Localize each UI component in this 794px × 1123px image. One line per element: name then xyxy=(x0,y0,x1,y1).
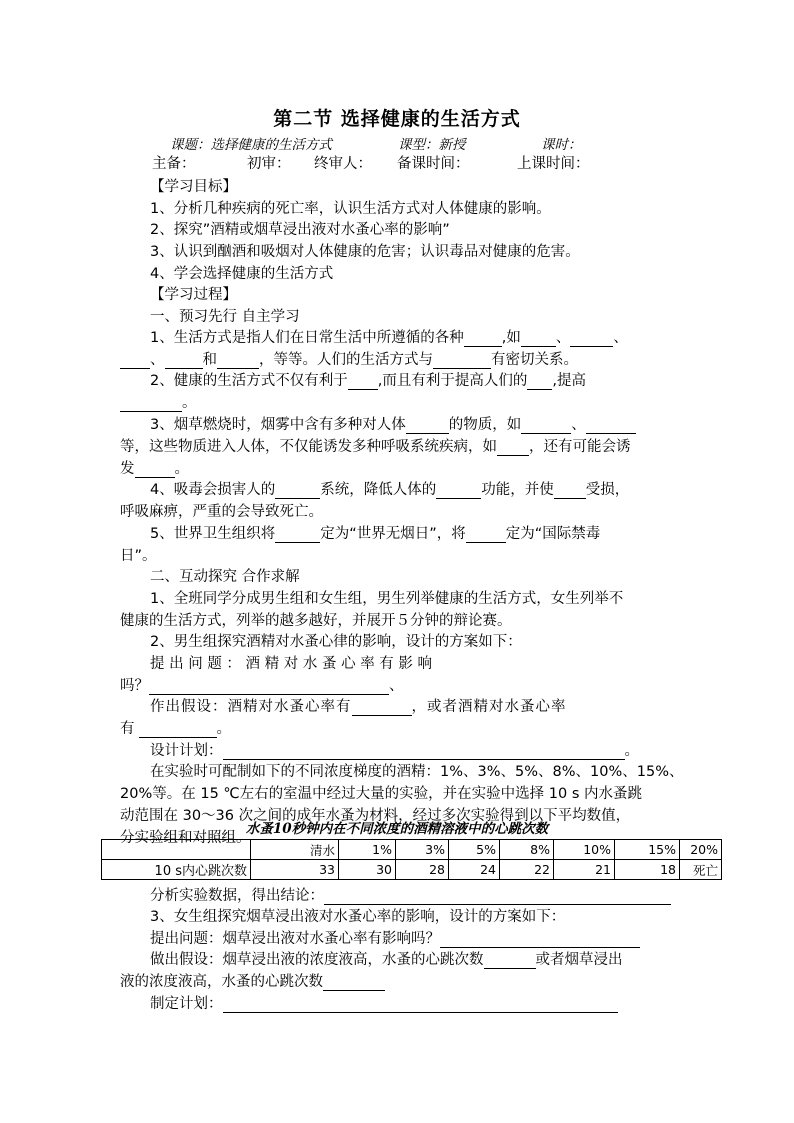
class-time-label: 上课时间： xyxy=(517,156,590,172)
answer-blank[interactable] xyxy=(352,700,412,716)
objective-item: 2、探究”酒精或烟草浸出液对水蚤心率的影响” xyxy=(150,222,450,238)
table-cell: 1% xyxy=(339,840,396,860)
table-cell: 8% xyxy=(500,840,554,860)
paragraph: 健康的生活方式，列举的越多越好，并展开５分钟的辩论赛。 xyxy=(120,613,512,629)
first-review-label: 初审： xyxy=(247,156,291,172)
question-2-cont: 。 xyxy=(120,391,197,412)
hypothesis-2-cont: 液的浓度液高，水蚤的心跳次数 xyxy=(120,970,385,991)
section-heading: 二、互动探究 合作求解 xyxy=(150,569,300,585)
table-cell: 3% xyxy=(396,840,449,860)
answer-blank[interactable] xyxy=(275,483,320,499)
hypothesis-2: 做出假设：烟草浸出液的浓度液高，水蚤的心跳次数 或者烟草浸出 xyxy=(150,952,623,968)
answer-blank[interactable] xyxy=(217,353,259,369)
objective-item: 4、学会选择健康的生活方式 xyxy=(150,266,334,282)
answer-blank[interactable] xyxy=(348,374,378,390)
answer-blank[interactable] xyxy=(570,331,613,347)
question-4: 4、吸毒会损害人的 系统，降低人体的 功能，并使 受损， xyxy=(150,482,630,498)
answer-blank[interactable] xyxy=(223,997,618,1013)
topic-label: 课题：选择健康的生活方式 xyxy=(170,137,332,153)
answer-blank[interactable] xyxy=(120,353,150,369)
objective-item: 1、分析几种疾病的死亡率，认识生活方式对人体健康的影响。 xyxy=(150,201,551,217)
question-3: 3、烟草燃烧时，烟雾中含有多种对人体 的物质，如 、 xyxy=(150,413,636,434)
answer-blank[interactable] xyxy=(527,374,552,390)
answer-blank[interactable] xyxy=(223,744,625,760)
answer-blank[interactable] xyxy=(440,932,640,948)
experiment-text: 分实验组和对照组。 xyxy=(120,830,251,846)
answer-blank[interactable] xyxy=(120,396,182,412)
answer-blank[interactable] xyxy=(484,953,536,969)
table-cell: 死亡 xyxy=(680,860,722,880)
table-cell: 10% xyxy=(554,840,615,860)
type-label: 课型：新授 xyxy=(398,137,466,153)
table-cell: 清水 xyxy=(251,840,339,860)
question-2: 2、健康的生活方式不仅有利于 ,而且有利于提高人们的 ,提高 xyxy=(150,373,586,389)
preparer-meta xyxy=(152,152,590,173)
process-header: 【学习过程】 xyxy=(150,287,237,303)
question-1-cont: 、 和 ，等等。人们的生活方式与 有密切关系。 xyxy=(120,348,578,369)
ask-question: 提 出 问 题 ： 酒 精 对 水 蚤 心 率 有 影 响 xyxy=(150,656,433,672)
main-preparer-label: 主备： xyxy=(152,156,196,172)
objective-item: 3、认识到酗酒和吸烟对人体健康的危害；认识毒品对健康的危害。 xyxy=(150,244,580,260)
table-cell: 30 xyxy=(339,860,396,880)
question-5-cont: 日”。 xyxy=(120,548,157,564)
prep-time-label: 备课时间： xyxy=(397,156,470,172)
paragraph: 2、男生组探究酒精对水蚤心律的影响，设计的方案如下： xyxy=(150,634,522,650)
hypothesis-cont: 有 。 xyxy=(120,721,231,737)
objectives-header: 【学习目标】 xyxy=(150,179,237,195)
answer-blank[interactable] xyxy=(497,440,529,456)
answer-blank[interactable] xyxy=(521,418,571,434)
experiment-text: 动范围在 30～36 次之间的成年水蚤为材料，经过多次实验得到以下平均数值， xyxy=(120,808,631,824)
answer-blank[interactable] xyxy=(436,483,481,499)
table-caption: 水蚤10秒钟内在不同浓度的酒精溶液中的心跳次数 xyxy=(245,821,549,837)
hypothesis: 作出假设：酒精对水蚤心率有 ，或者酒精对水蚤心率 xyxy=(150,699,567,715)
answer-blank[interactable] xyxy=(275,527,320,543)
question-3-cont: 等，这些物质进入人体，不仅能诱发多种呼吸系统疾病，如 ，还有可能会诱 xyxy=(120,439,631,455)
table-cell: 33 xyxy=(251,860,339,880)
answer-blank[interactable] xyxy=(586,418,636,434)
table-cell: 10 s内心跳次数 xyxy=(102,860,251,880)
final-review-label: 终审人： xyxy=(314,156,372,172)
table-cell: 28 xyxy=(396,860,449,880)
table-cell: 22 xyxy=(500,860,554,880)
design-plan-2: 制定计划： xyxy=(150,992,618,1013)
answer-blank[interactable] xyxy=(406,418,449,434)
question-5: 5、世界卫生组织将 定为“世界无烟日”，将 定为“国际禁毒 xyxy=(150,526,601,542)
experiment-text: 20%等。在 15 ℃左右的室温中经过大量的实验，并在实验中选择 10 s 内水蚤跳 xyxy=(120,786,643,802)
answer-blank[interactable] xyxy=(165,353,203,369)
question-3-end: 发 。 xyxy=(120,461,189,477)
paragraph: 3、女生组探究烟草浸出液对水蚤心率的影响，设计的方案如下： xyxy=(150,909,566,925)
answer-blank[interactable] xyxy=(466,527,506,543)
ask-question-2: 提出问题：烟草浸出液对水蚤心率有影响吗？ xyxy=(150,927,640,948)
answer-blank[interactable] xyxy=(324,889,671,905)
period-label: 课时： xyxy=(541,137,582,153)
answer-blank[interactable] xyxy=(139,722,217,738)
table-cell: 5% xyxy=(449,840,500,860)
table-cell: 21 xyxy=(554,860,615,880)
lesson-meta xyxy=(170,133,582,153)
answer-blank[interactable] xyxy=(464,331,502,347)
design-plan: 设计计划： 。 xyxy=(150,743,639,759)
question-4-cont: 呼吸麻痹，严重的会导致死亡。 xyxy=(120,504,323,520)
answer-blank[interactable] xyxy=(323,975,385,991)
answer-blank[interactable] xyxy=(149,679,389,695)
table-cell: 24 xyxy=(449,860,500,880)
answer-blank[interactable] xyxy=(433,353,491,369)
ask-question-cont: 吗？ 、 xyxy=(120,678,404,694)
paragraph: 1、全班同学分成男生组和女生组，男生列举健康的生活方式，女生列举不 xyxy=(150,591,624,607)
section-heading: 一、预习先行 自主学习 xyxy=(150,309,300,325)
table-cell: 18 xyxy=(615,860,680,880)
answer-blank[interactable] xyxy=(135,462,175,478)
table-cell: 20% xyxy=(680,840,722,860)
page-title: 第二节 选择健康的生活方式 xyxy=(273,108,521,130)
analysis: 分析实验数据，得出结论： xyxy=(150,884,671,905)
answer-blank[interactable] xyxy=(554,483,586,499)
experiment-text: 在实验时可配制如下的不同浓度梯度的酒精：1%、3%、5%、8%、10%、15%、 xyxy=(150,764,684,780)
question-1: 1、生活方式是指人们在日常生活中所遵循的各种 ,如 、 、 xyxy=(150,330,628,346)
table-cell: 15% xyxy=(615,840,680,860)
table-row xyxy=(102,860,722,880)
answer-blank[interactable] xyxy=(521,331,556,347)
